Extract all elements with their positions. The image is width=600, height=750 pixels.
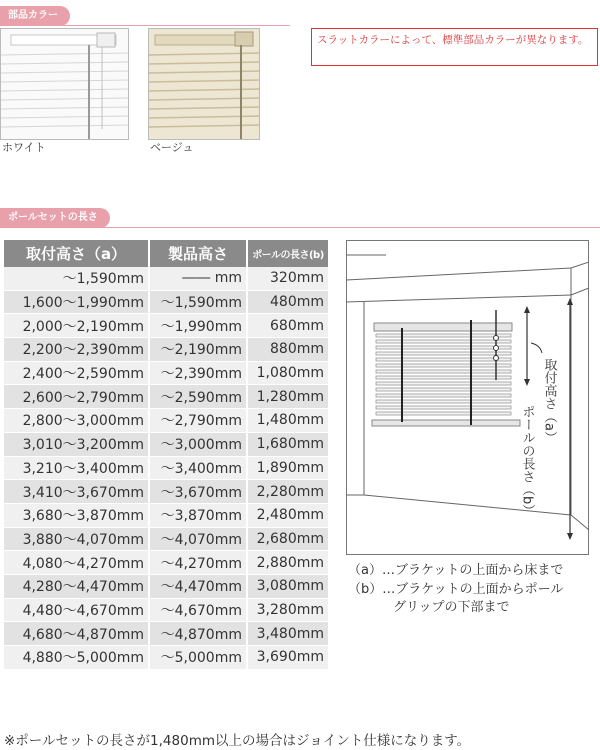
legend-a: （a）…ブラケットの上面から床まで (348, 563, 564, 578)
diagram-label-a: 取付高さ（a） (541, 358, 557, 444)
swatch-white-image (0, 28, 129, 140)
cell-mount-height: 2,000～2,190mm (4, 314, 149, 338)
cell-mount-height: 4,480～4,670mm (4, 598, 149, 622)
section-header-pole-length (0, 208, 600, 228)
table-row (4, 432, 328, 456)
cell-product-height: ～3,670mm (149, 480, 247, 504)
cell-pole-length: 2,280mm (247, 480, 328, 504)
cell-product-height: ～2,790mm (149, 409, 247, 433)
cell-mount-height: 4,080～4,270mm (4, 551, 149, 575)
table-row (4, 409, 328, 433)
installation-diagram (346, 240, 589, 555)
table-row (4, 598, 328, 622)
cell-pole-length: 1,080mm (247, 361, 328, 385)
cell-mount-height: 1,600～1,990mm (4, 290, 149, 314)
cell-product-height: ～5,000mm (149, 646, 247, 670)
table-row (4, 338, 328, 362)
cell-mount-height: 2,400～2,590mm (4, 361, 149, 385)
cell-pole-length: 480mm (247, 290, 328, 314)
cell-product-height: ～2,590mm (149, 385, 247, 409)
cell-mount-height: ～1,590mm (4, 267, 149, 290)
cell-product-height: ～4,470mm (149, 574, 247, 598)
cell-pole-length: 320mm (247, 267, 328, 290)
table-body (4, 267, 328, 669)
cell-product-height: ～2,190mm (149, 338, 247, 362)
cell-mount-height: 4,680～4,870mm (4, 622, 149, 646)
table-row (4, 456, 328, 480)
cell-pole-length: 680mm (247, 314, 328, 338)
cell-product-height: ～1,990mm (149, 314, 247, 338)
table-row (4, 267, 328, 290)
cell-product-height: ～4,070mm (149, 527, 247, 551)
table-row (4, 646, 328, 670)
header-mount-height: 取付高さ（a） (4, 240, 149, 267)
cell-mount-height: 3,880～4,070mm (4, 527, 149, 551)
cell-pole-length: 880mm (247, 338, 328, 362)
table-row (4, 622, 328, 646)
cell-mount-height: 3,680～3,870mm (4, 503, 149, 527)
table-row (4, 503, 328, 527)
diagram-label-b: ポールの長さ（b） (519, 405, 535, 518)
legend-b-line2: グリップの下部まで (393, 600, 510, 615)
cell-mount-height: 2,200～2,390mm (4, 338, 149, 362)
cell-mount-height: 3,410～3,670mm (4, 480, 149, 504)
swatch-beige-label: ベージュ (150, 141, 194, 154)
header-pole-length: ポールの長さ(b) (247, 240, 328, 267)
cell-mount-height: 4,880～5,000mm (4, 646, 149, 670)
cell-product-height: ～2,390mm (149, 361, 247, 385)
cell-pole-length: 1,280mm (247, 385, 328, 409)
table-row (4, 551, 328, 575)
table-row (4, 314, 328, 338)
cell-product-height: ―― mm (149, 267, 247, 290)
cell-pole-length: 3,080mm (247, 574, 328, 598)
cell-product-height: ～3,000mm (149, 432, 247, 456)
cell-pole-length: 3,280mm (247, 598, 328, 622)
cell-mount-height: 3,210～3,400mm (4, 456, 149, 480)
table-row (4, 361, 328, 385)
cell-product-height: ～4,870mm (149, 622, 247, 646)
section-title: 部品カラー (0, 6, 70, 26)
table-row (4, 574, 328, 598)
cell-pole-length: 3,480mm (247, 622, 328, 646)
cell-pole-length: 3,690mm (247, 646, 328, 670)
slat-color-note: スラットカラーによって、標準部品カラーが異なります。 (311, 28, 598, 66)
table-row (4, 527, 328, 551)
cell-pole-length: 1,890mm (247, 456, 328, 480)
cell-product-height: ～3,870mm (149, 503, 247, 527)
cell-pole-length: 2,480mm (247, 503, 328, 527)
swatch-white-label: ホワイト (2, 141, 46, 154)
pole-length-table (4, 240, 328, 670)
table-row (4, 480, 328, 504)
joint-spec-footnote: ※ポールセットの長さが1,480mm以上の場合はジョイント仕様になります。 (4, 733, 471, 749)
table-row (4, 290, 328, 314)
legend-b-line1: （b）…ブラケットの上面からポール (348, 582, 564, 597)
cell-pole-length: 2,880mm (247, 551, 328, 575)
section-header-part-color (0, 6, 290, 26)
cell-mount-height: 4,280～4,470mm (4, 574, 149, 598)
cell-mount-height: 2,600～2,790mm (4, 385, 149, 409)
cell-pole-length: 2,680mm (247, 527, 328, 551)
cell-mount-height: 3,010～3,200mm (4, 432, 149, 456)
cell-pole-length: 1,680mm (247, 432, 328, 456)
header-product-height: 製品高さ (149, 240, 247, 267)
cell-pole-length: 1,480mm (247, 409, 328, 433)
cell-product-height: ～1,590mm (149, 290, 247, 314)
section-title: ポールセットの長さ (0, 208, 110, 228)
table-header-row (4, 240, 328, 267)
table-row (4, 385, 328, 409)
swatch-beige-image (148, 28, 260, 140)
cell-product-height: ～4,270mm (149, 551, 247, 575)
cell-mount-height: 2,800～3,000mm (4, 409, 149, 433)
cell-product-height: ～3,400mm (149, 456, 247, 480)
cell-product-height: ～4,670mm (149, 598, 247, 622)
